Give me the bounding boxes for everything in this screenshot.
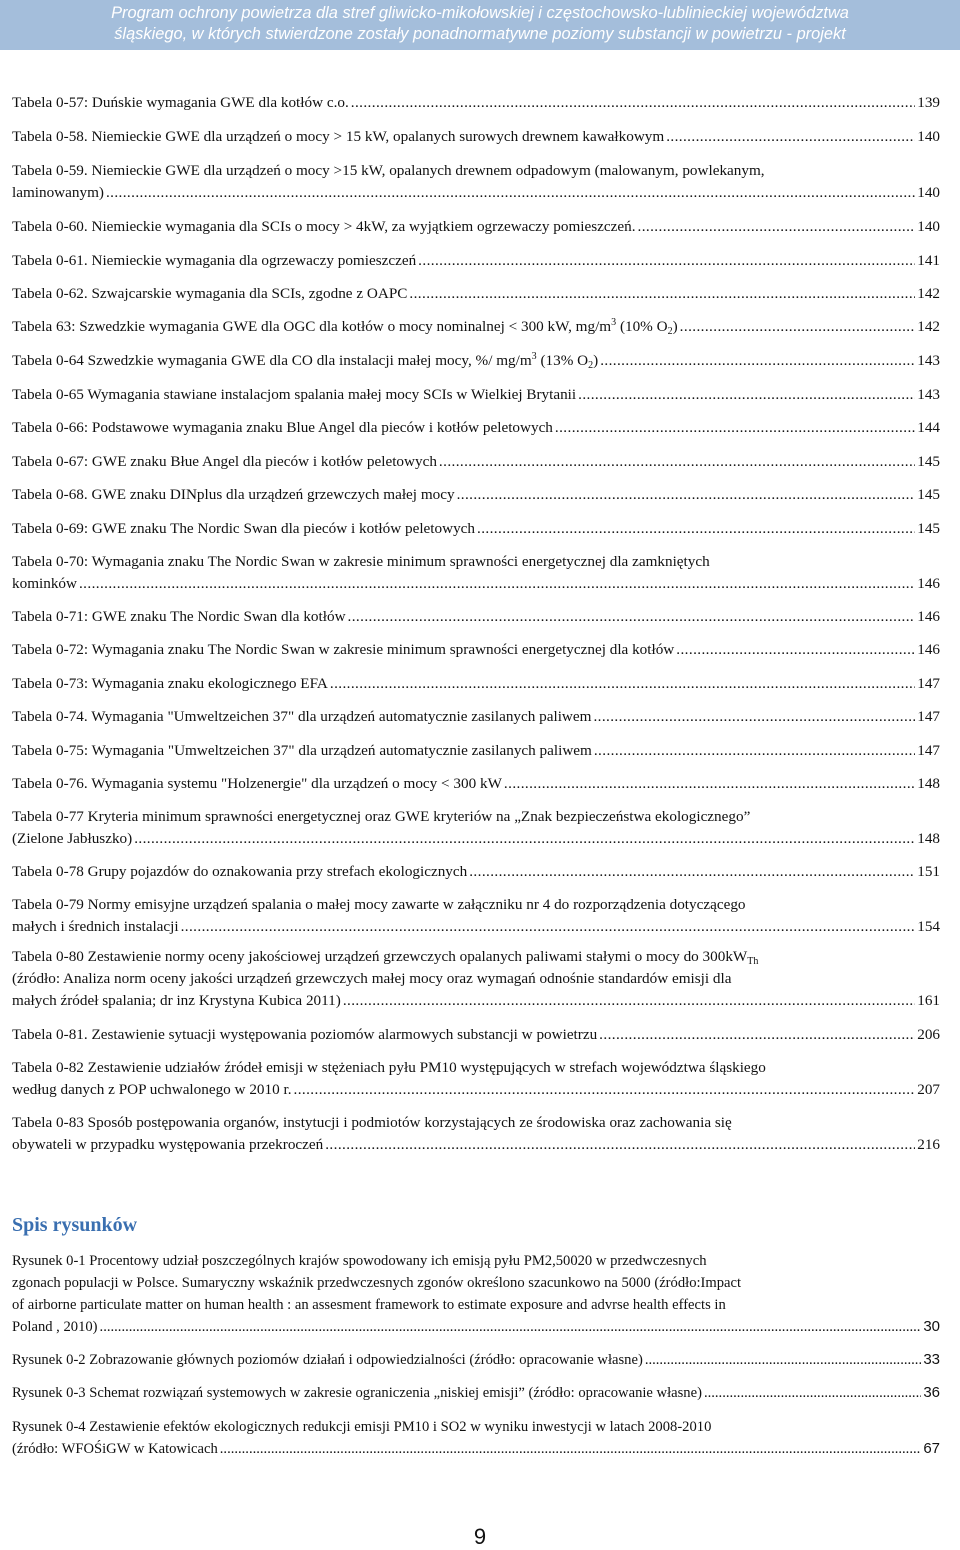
toc-entry-table-0-70[interactable] [12,551,940,595]
entry-page: 154 [917,918,940,935]
toc-entry-figure-0-3[interactable] [12,1382,940,1404]
dot-leader [680,316,916,338]
toc-entry-table-0-73[interactable] [12,673,940,695]
entry-page: 145 [917,486,940,503]
dot-leader [220,1438,922,1460]
entry-text: Tabela 0-76. Wymagania systemu "Holzenergie" dla urządzeń o mocy < 300 kW [12,775,502,792]
entry-page: 140 [917,218,940,235]
toc-entry-table-0-75[interactable] [12,740,940,762]
entry-text: Tabela 0-73: Wymagania znaku ekologicznego EFA [12,675,328,692]
toc-entry-table-0-77[interactable] [12,806,940,850]
entry-text-line-1: Tabela 0-70: Wymagania znaku The Nordic Swan w zakresie minimum sprawności energetycznej dla zamkniętych [12,553,710,570]
entry-page: 142 [917,285,940,302]
entry-text-line-2: (źródło: Analiza norm oceny jakości urządzeń grzewczych małej mocy oraz wymagań odnośnie standardów emisji dla [12,970,732,987]
entry-text-line-1: Rysunek 0-1 Procentowy udział poszczególnych krajów spowodowany ich emisją pyłu PM2,50020 w przedwczesnych [12,1253,707,1269]
entry-text-line-3: małych źródeł spalania; dr inz Krystyna Kubica 2011) [12,992,341,1009]
entry-page: 151 [917,863,940,880]
toc-entry-table-0-65[interactable] [12,384,940,406]
entry-text: Rysunek 0-2 Zobrazowanie głównych poziomów działań i odpowiedzialności (źródło: opracowanie własne) [12,1352,643,1368]
toc-entry-table-0-80[interactable] [12,946,940,1012]
entry-page: 148 [917,830,940,847]
entry-page: 146 [917,641,940,658]
toc-entry-table-0-60[interactable] [12,216,940,238]
entry-page: 139 [917,94,940,111]
entry-text-line-2: małych i średnich instalacji [12,918,179,935]
dot-leader [666,126,915,148]
dot-leader [351,92,915,114]
dot-leader [100,1316,922,1338]
entry-text-line-1: Tabela 0-79 Normy emisyjne urządzeń spalania o małej mocy zawarte w załączniku nr 4 do rozporządzenia dotyczącego [12,896,746,913]
toc-entry-table-0-66[interactable] [12,417,940,439]
toc-entry-table-0-71[interactable] [12,606,940,628]
toc-entry-table-0-62[interactable] [12,283,940,305]
entry-text: Tabela 0-57: Duńskie wymagania GWE dla kotłów c.o. [12,94,349,111]
dot-leader [593,706,915,728]
toc-entry-table-0-79[interactable] [12,894,940,938]
dot-leader [704,1382,921,1404]
toc-entry-table-0-59[interactable] [12,160,940,204]
dot-leader [294,1079,916,1101]
toc-entry-table-0-68[interactable] [12,484,940,506]
figures-section-title: Spis rysunków [12,1214,138,1236]
dot-leader [106,182,915,204]
entry-text: Tabela 0-68. GWE znaku DINplus dla urządzeń grzewczych małej mocy [12,486,455,503]
entry-text: Tabela 0-62. Szwajcarskie wymagania dla SCIs, zgodne z OAPC [12,285,408,302]
dot-leader [599,1024,915,1046]
entry-page: 67 [923,1440,940,1457]
superscript: 3 [531,351,537,362]
toc-entry-figure-0-4[interactable] [12,1416,940,1460]
entry-text-line-2: laminowanym) [12,184,104,201]
entry-text: Tabela 0-67: GWE znaku Błue Angel dla pieców i kotłów peletowych [12,453,437,470]
entry-text-line-2: obywateli w przypadku występowania przekroczeń [12,1136,324,1153]
toc-entry-table-0-67[interactable] [12,451,940,473]
toc-entry-table-63[interactable] [12,316,940,338]
entry-text-line-1: Rysunek 0-4 Zestawienie efektów ekologicznych redukcji emisji PM10 i SO2 w wyniku inwestycji w latach 2008-2010 [12,1419,712,1435]
entry-page: 142 [917,318,940,335]
entry-text-c: ) [593,352,599,369]
dot-leader [418,250,915,272]
toc-entry-table-0-74[interactable] [12,706,940,728]
subscript: 2 [588,360,594,371]
entry-text-line-1: Tabela 0-59. Niemieckie GWE dla urządzeń o mocy >15 kW, opalanych drewnem odpadowym (malowanym, powlekanym, [12,162,765,179]
dot-leader [79,573,915,595]
dot-leader [409,283,915,305]
entry-text: Tabela 0-69: GWE znaku The Nordic Swan dla pieców i kotłów peletowych [12,520,476,537]
header-line-2: śląskiego, w których stwierdzone zostały ponadnormatywne poziomy substancji w powietrzu - projekt [114,25,846,43]
entry-text: Tabela 0-72: Wymagania znaku The Nordic Swan w zakresie minimum sprawności energetycznej dla kotłów [12,641,675,658]
entry-page: 143 [917,386,940,403]
dot-leader [594,740,915,762]
entry-text [12,350,598,372]
entry-text-line-1-main: Tabela 0-80 Zestawienie normy oceny jakościowej urządzeń grzewczych opalanych paliwami stałymi o mocy do 300kW [12,948,748,965]
entry-text: Tabela 0-75: Wymagania "Umweltzeichen 37" dla urządzeń automatycznie zasilanych paliwem [12,742,592,759]
page-number: 9 [473,1524,487,1549]
toc-entry-table-0-61[interactable] [12,250,940,272]
toc-entry-table-0-78[interactable] [12,861,940,883]
entry-page: 206 [917,1026,940,1043]
toc-entry-table-0-69[interactable] [12,518,940,540]
entry-text: Tabela 0-74. Wymagania "Umweltzeichen 37" dla urządzeń automatycznie zasilanych paliwem [12,708,592,725]
entry-page: 147 [917,708,940,725]
entry-text: Tabela 0-65 Wymagania stawiane instalacjom spalania małej mocy SCIs w Wielkiej Brytanii [12,386,577,403]
dot-leader [600,350,915,372]
dot-leader [578,384,915,406]
entry-text-line-2: (Zielone Jabłuszko) [12,830,133,847]
document-header [0,0,960,50]
entry-page: 140 [917,184,940,201]
dot-leader [457,484,916,506]
entry-page: 146 [917,608,940,625]
toc-entry-table-0-58[interactable] [12,126,940,148]
toc-entry-table-0-57[interactable] [12,92,940,114]
toc-entry-table-0-64[interactable] [12,350,940,372]
dot-leader [645,1349,922,1371]
entry-text-line-1 [12,946,758,968]
entry-page: 140 [917,128,940,145]
toc-entry-table-0-76[interactable] [12,773,940,795]
dot-leader [555,417,915,439]
entry-page: 216 [917,1136,940,1153]
entry-page: 141 [917,252,940,269]
entry-text-line-4: Poland , 2010) [12,1319,98,1335]
entry-page: 144 [917,419,940,436]
dot-leader [343,990,915,1012]
entry-page: 148 [917,775,940,792]
entry-page: 33 [923,1351,940,1368]
dot-leader [504,773,915,795]
dot-leader [348,606,916,628]
entry-page: 147 [917,675,940,692]
entry-text-b: (10% O [616,318,668,335]
dot-leader [477,518,915,540]
subscript: Th [747,956,759,967]
entry-page: 145 [917,520,940,537]
toc-entry-table-0-72[interactable] [12,639,940,661]
entry-page: 30 [923,1318,940,1335]
dot-leader [638,216,916,238]
dot-leader [181,916,916,938]
entry-text-line-1: Tabela 0-83 Sposób postępowania organów, instytucji i podmiotów korzystających ze środowiska oraz zachowania się [12,1114,732,1131]
subscript: 2 [667,326,673,337]
dot-leader [676,639,915,661]
entry-text-b: (13% O [536,352,589,369]
entry-text-line-2: zgonach populacji w Polsce. Sumaryczny wskaźnik przedwczesnych zgonów określono szacunkowo na 5000 (źródło:Impact [12,1275,742,1291]
entry-page: 146 [917,575,940,592]
entry-text: Tabela 0-66: Podstawowe wymagania znaku Blue Angel dla pieców i kotłów peletowych [12,419,553,436]
entry-text-line-1: Tabela 0-77 Kryteria minimum sprawności energetycznej oraz GWE kryteriów na „Znak bezpieczeństwa ekologicznego” [12,808,751,825]
entry-text-line-2: (źródło: WFOŚiGW w Katowicach [12,1441,218,1457]
entry-text [12,316,678,338]
entry-page: 147 [917,742,940,759]
dot-leader [330,673,915,695]
entry-text-line-2: kominków [12,575,77,592]
entry-text: Tabela 0-60. Niemieckie wymagania dla SCIs o mocy > 4kW, za wyjątkiem ogrzewaczy pomieszczeń. [12,218,636,235]
entry-text-c: ) [672,318,678,335]
entry-text-a: Tabela 63: Szwedzkie wymagania GWE dla OGC dla kotłów o mocy nominalnej < 300 kW, mg/m [12,318,612,335]
entry-text: Tabela 0-81. Zestawienie sytuacji występowania poziomów alarmowych substancji w powietrzu [12,1026,598,1043]
entry-page: 161 [917,992,940,1009]
dot-leader [134,828,915,850]
entry-text: Tabela 0-71: GWE znaku The Nordic Swan dla kotłów [12,608,346,625]
dot-leader [439,451,915,473]
entry-page: 143 [917,352,940,369]
entry-page: 145 [917,453,940,470]
header-line-1: Program ochrony powietrza dla stref gliwicko-mikołowskiej i częstochowsko-lublinieckiej województwa [111,4,849,22]
entry-page: 36 [923,1384,940,1401]
toc-entry-table-0-83[interactable] [12,1112,940,1156]
superscript: 3 [611,317,617,328]
entry-text-line-1: Tabela 0-82 Zestawienie udziałów źródeł emisji w stężeniach pyłu PM10 występujących w strefach województwa śląskiego [12,1059,766,1076]
entry-page: 207 [917,1081,940,1098]
toc-entry-figure-0-1[interactable] [12,1250,940,1338]
entry-text-a: Tabela 0-64 Szwedzkie wymagania GWE dla CO dla instalacji małej mocy, %/ mg/m [12,352,532,369]
toc-entry-table-0-81[interactable] [12,1024,940,1046]
entry-text-line-2: według danych z POP uchwalonego w 2010 r. [12,1081,292,1098]
dot-leader [325,1134,915,1156]
toc-entry-figure-0-2[interactable] [12,1349,940,1371]
entry-text: Tabela 0-61. Niemieckie wymagania dla ogrzewaczy pomieszczeń [12,252,417,269]
entry-text-line-3: of airborne particulate matter on human health : an assesment framework to estimate exposure and advrse health effects in [12,1297,726,1313]
dot-leader [469,861,915,883]
entry-text: Rysunek 0-3 Schemat rozwiązań systemowych w zakresie ograniczenia „niskiej emisji” (źródło: opracowanie własne) [12,1385,702,1401]
entry-text: Tabela 0-78 Grupy pojazdów do oznakowania przy strefach ekologicznych [12,863,468,880]
entry-text: Tabela 0-58. Niemieckie GWE dla urządzeń o mocy > 15 kW, opalanych surowych drewnem kawałkowym [12,128,665,145]
toc-entry-table-0-82[interactable] [12,1057,940,1101]
